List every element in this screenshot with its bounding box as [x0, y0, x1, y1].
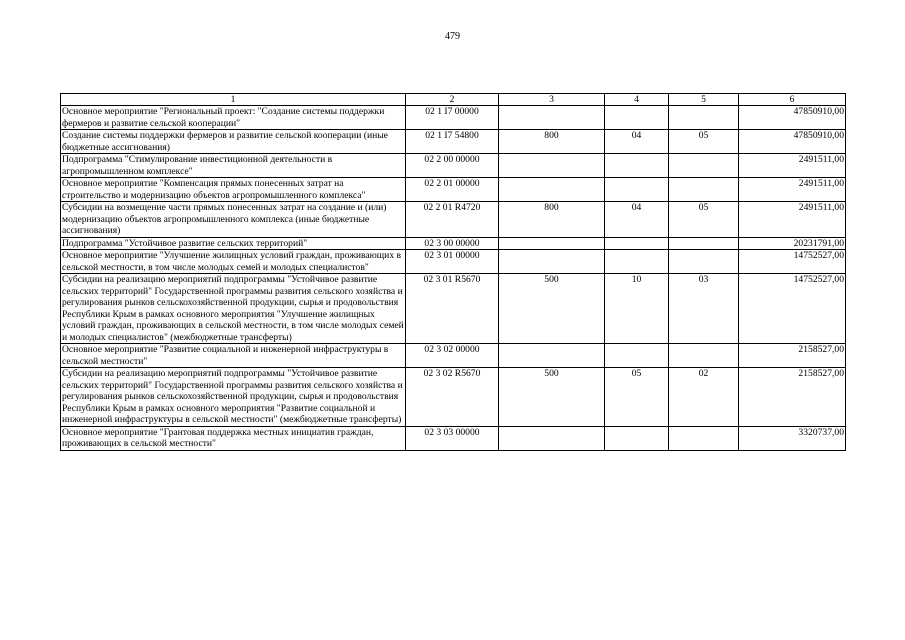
column-header: 5	[669, 94, 739, 106]
column-header: 6	[739, 94, 846, 106]
row-code-cell: 02 1 I7 54800	[406, 130, 499, 154]
table-row	[61, 237, 846, 250]
row-sum-cell: 47850910,00	[739, 130, 846, 154]
row-section-cell	[605, 154, 669, 178]
row-section-cell	[605, 237, 669, 250]
row-name-cell: Создание системы поддержки фермеров и развитие сельской кооперации (иные бюджетные ассигнования)	[61, 130, 406, 154]
row-code-cell: 02 2 01 00000	[406, 178, 499, 202]
row-section-cell	[605, 426, 669, 450]
row-code-cell: 02 2 00 00000	[406, 154, 499, 178]
row-name-cell: Субсидии на возмещение части прямых понесенных затрат на создание и (или) модернизацию объектов агропромышленного комплекса (иные бюджетные ассигнования)	[61, 202, 406, 238]
row-code-cell: 02 3 01 00000	[406, 250, 499, 274]
row-name-cell: Основное мероприятие "Улучшение жилищных условий граждан, проживающих в сельской местности, в том числе молодых семей и молодых специалистов"	[61, 250, 406, 274]
table-row	[61, 368, 846, 427]
row-name-cell: Основное мероприятие "Компенсация прямых понесенных затрат на строительство и модернизацию объектов агропромышленного комплекса"	[61, 178, 406, 202]
row-section-cell: 05	[605, 368, 669, 427]
row-sum-cell: 2158527,00	[739, 344, 846, 368]
column-header: 2	[406, 94, 499, 106]
table-row	[61, 344, 846, 368]
table-row	[61, 274, 846, 344]
row-name-cell: Подпрограмма "Устойчивое развитие сельских территорий"	[61, 237, 406, 250]
row-subsection-cell	[669, 344, 739, 368]
row-name-cell: Субсидии на реализацию мероприятий подпрограммы "Устойчивое развитие сельских территорий" Государственной программы развития сельского хозяйства и регулирования рынков сельскохозяйственной продукции, сырья и продовольствия Республики Крым в рамках основного мероприятия "Улучшение жилищных условий граждан, проживающих в сельской местности, в том числе молодых семей и молодых специалистов" (межбюджетные трансферты)	[62, 274, 404, 343]
table-row	[61, 178, 846, 202]
row-section-cell: 04	[605, 202, 669, 238]
row-name-cell: Субсидии на реализацию мероприятий подпрограммы "Устойчивое развитие сельских территорий" Государственной программы развития сельского хозяйства и регулирования рынков сельскохозяйственной продукции, сырья и продовольствия Республики Крым в рамках основного мероприятия "Развитие социальной и инженерной инфраструктуры в сельской местности" (межбюджетные трансферты)	[61, 368, 406, 427]
column-header: 4	[605, 94, 669, 106]
row-section-cell: 10	[605, 274, 669, 344]
row-code-cell: 02 1 I7 00000	[406, 106, 499, 130]
row-sum-cell: 2491511,00	[739, 202, 846, 238]
row-subsection-cell	[669, 178, 739, 202]
column-header: 1	[61, 94, 406, 106]
row-subsection-cell: 02	[669, 368, 739, 427]
row-code-cell: 02 3 03 00000	[406, 426, 499, 450]
row-expense-type-cell: 500	[499, 274, 605, 344]
row-code-cell: 02 3 02 00000	[406, 344, 499, 368]
row-expense-type-cell	[499, 154, 605, 178]
row-sum-cell: 47850910,00	[739, 106, 846, 130]
row-sum-cell: 20231791,00	[739, 237, 846, 250]
row-code-cell: 02 2 01 R4720	[406, 202, 499, 238]
row-subsection-cell	[669, 154, 739, 178]
row-subsection-cell	[669, 106, 739, 130]
row-sum-cell: 3320737,00	[739, 426, 846, 450]
row-code-cell: 02 3 01 R5670	[406, 274, 499, 344]
row-code-cell: 02 3 00 00000	[406, 237, 499, 250]
row-name-cell: Основное мероприятие "Грантовая поддержка местных инициатив граждан, проживающих в сельской местности"	[61, 426, 406, 450]
row-expense-type-cell: 500	[499, 368, 605, 427]
table-row	[61, 130, 846, 154]
budget-table	[60, 93, 846, 451]
row-subsection-cell: 05	[669, 202, 739, 238]
row-expense-type-cell: 800	[499, 202, 605, 238]
page-number: 479	[445, 31, 460, 42]
row-expense-type-cell	[499, 250, 605, 274]
row-name-cell: Основное мероприятие "Региональный проект: "Создание системы поддержки фермеров и развитие сельской кооперации"	[61, 106, 406, 130]
table-row	[61, 202, 846, 238]
row-subsection-cell: 05	[669, 130, 739, 154]
row-sum-cell: 2158527,00	[739, 368, 846, 427]
row-sum-cell: 2491511,00	[739, 154, 846, 178]
row-section-cell	[605, 106, 669, 130]
row-subsection-cell	[669, 237, 739, 250]
row-sum-cell: 14752527,00	[739, 274, 846, 344]
row-expense-type-cell	[499, 237, 605, 250]
row-subsection-cell	[669, 426, 739, 450]
row-subsection-cell: 03	[669, 274, 739, 344]
row-expense-type-cell	[499, 426, 605, 450]
row-code-cell: 02 3 02 R5670	[406, 368, 499, 427]
row-expense-type-cell	[499, 344, 605, 368]
row-expense-type-cell	[499, 178, 605, 202]
table-row	[61, 106, 846, 130]
row-name-cell: Основное мероприятие "Развитие социальной и инженерной инфраструктуры в сельской местности"	[61, 344, 406, 368]
table-header-row	[61, 94, 846, 106]
row-expense-type-cell: 800	[499, 130, 605, 154]
row-sum-cell: 14752527,00	[739, 250, 846, 274]
table-row	[61, 426, 846, 450]
row-section-cell	[605, 250, 669, 274]
row-subsection-cell	[669, 250, 739, 274]
row-section-cell	[605, 344, 669, 368]
table-row	[61, 154, 846, 178]
column-header: 3	[499, 94, 605, 106]
row-sum-cell: 2491511,00	[739, 178, 846, 202]
row-section-cell	[605, 178, 669, 202]
row-expense-type-cell	[499, 106, 605, 130]
row-section-cell: 04	[605, 130, 669, 154]
row-name-cell: Подпрограмма "Стимулирование инвестиционной деятельности в агропромышленном комплексе"	[61, 154, 406, 178]
table-row	[61, 250, 846, 274]
